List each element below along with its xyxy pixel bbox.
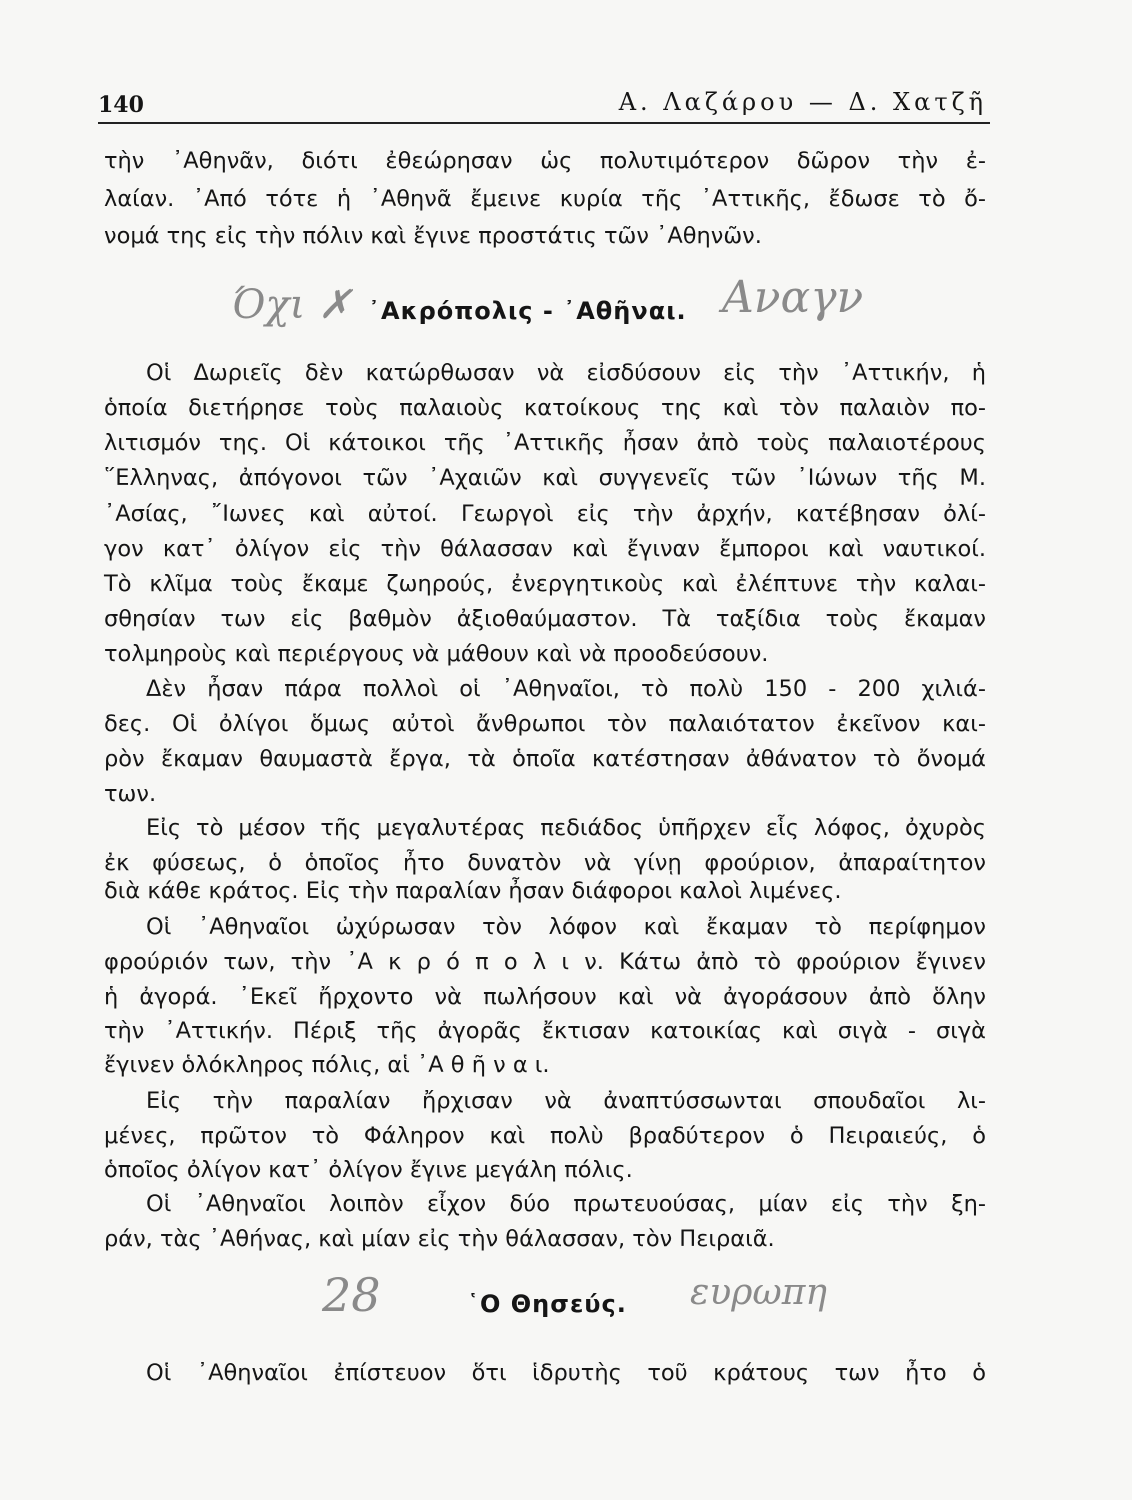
- handwritten-annotation-left: 28: [322, 1268, 381, 1322]
- text-line: τολμηροὺς καὶ περιέργους νὰ μάθουν καὶ νὰ προοδεύσουν.: [104, 641, 769, 667]
- text-line: νομά της εἰς τὴν πόλιν καὶ ἔγινε προστάτις τῶν ᾿Αθηνῶν.: [104, 223, 762, 249]
- text-line: ἡ ἀγορά. ᾿Εκεῖ ἤρχοντο νὰ πωλήσουν καὶ νὰ ἀγοράσουν ἀπὸ ὅλην: [104, 984, 986, 1010]
- text-line: Δὲν ἦσαν πάρα πολλοὶ οἱ ᾿Αθηναῖοι, τὸ πολὺ 150 - 200 χιλιά-: [146, 676, 986, 702]
- text-line: ῞Ελληνας, ἀπόγονοι τῶν ᾿Αχαιῶν καὶ συγγενεῖς τῶν ᾿Ιώνων τῆς Μ.: [104, 465, 986, 491]
- text-line: φρούριόν των, τὴν ᾿Α κ ρ ό π ο λ ι ν. Κάτω ἀπὸ τὸ φρούριον ἔγινεν: [104, 949, 986, 975]
- text-line: ἔγινεν ὁλόκληρος πόλις, αἱ ᾿Α θ ῆ ν α ι.: [104, 1052, 550, 1078]
- text-line: τὴν ᾿Αττικήν. Πέριξ τῆς ἀγορᾶς ἔκτισαν κατοικίας καὶ σιγὰ - σιγὰ: [104, 1018, 986, 1044]
- handwritten-annotation-right: Αναγν: [722, 272, 864, 323]
- text-line: λαίαν. ᾿Από τότε ἡ ᾿Αθηνᾶ ἔμεινε κυρία τῆς ᾿Αττικῆς, ἔδωσε τὸ ὄ-: [104, 186, 986, 212]
- handwritten-annotation-left: Όχι ✗: [232, 282, 352, 328]
- text-line: λιτισμόν της. Οἱ κάτοικοι τῆς ᾿Αττικῆς ἦσαν ἀπὸ τοὺς παλαιοτέρους: [104, 430, 986, 456]
- text-line: γον κατ᾿ ὀλίγον εἰς τὴν θάλασσαν καὶ ἔγιναν ἔμποροι καὶ ναυτικοί.: [104, 536, 986, 562]
- text-line: σθησίαν των εἰς βαθμὸν ἀξιοθαύμαστον. Τὰ ταξίδια τοὺς ἔκαμαν: [104, 606, 986, 632]
- text-line: Οἱ ᾿Αθηναῖοι ἐπίστευον ὅτι ἱδρυτὴς τοῦ κράτους των ἦτο ὁ: [146, 1360, 986, 1386]
- text-line: Οἱ ᾿Αθηναῖοι ὠχύρωσαν τὸν λόφον καὶ ἔκαμαν τὸ περίφημον: [146, 914, 986, 940]
- running-head: Α. Λαζάρου — Δ. Χατζῆ: [618, 88, 987, 116]
- text-line: Εἰς τὸ μέσον τῆς μεγαλυτέρας πεδιάδος ὑπῆρχεν εἷς λόφος, ὀχυρὸς: [146, 815, 986, 841]
- text-line: μένες, πρῶτον τὸ Φάληρον καὶ πολὺ βραδύτερον ὁ Πειραιεύς, ὁ: [104, 1123, 986, 1149]
- section-heading-acropolis: ᾿Ακρόπολις - ᾿Αθῆναι.: [368, 297, 687, 325]
- text-line: ράν, τὰς ᾿Αθήνας, καὶ μίαν εἰς τὴν θάλασσαν, τὸν Πειραιᾶ.: [104, 1226, 775, 1252]
- text-line: δες. Οἱ ὀλίγοι ὅμως αὐτοὶ ἄνθρωποι τὸν παλαιότατον ἐκεῖνον και-: [104, 711, 986, 737]
- handwritten-annotation-right: ευρωπη: [690, 1272, 827, 1313]
- header-rule: [98, 122, 990, 124]
- section-heading-theseus: ῾Ο Θησεύς.: [467, 1290, 627, 1318]
- text-line: ᾿Ασίας, ῎Ιωνες καὶ αὐτοί. Γεωργοὶ εἰς τὴν ἀρχήν, κατέβησαν ὀλί-: [104, 501, 986, 527]
- text-line: διὰ κάθε κράτος. Εἰς τὴν παραλίαν ἦσαν διάφοροι καλοὶ λιμένες.: [104, 878, 842, 904]
- page-number: 140: [98, 92, 144, 118]
- text-line: τὴν ᾿Αθηνᾶν, διότι ἐθεώρησαν ὡς πολυτιμότερον δῶρον τὴν ἐ-: [104, 148, 986, 174]
- text-line: ρὸν ἔκαμαν θαυμαστὰ ἔργα, τὰ ὁποῖα κατέστησαν ἀθάνατον τὸ ὄνομά: [104, 746, 986, 772]
- text-line: Τὸ κλῖμα τοὺς ἔκαμε ζωηρούς, ἐνεργητικοὺς καὶ ἐλέπτυνε τὴν καλαι-: [104, 571, 986, 597]
- text-line: ὁποία διετήρησε τοὺς παλαιοὺς κατοίκους της καὶ τὸν παλαιὸν πο-: [104, 395, 986, 421]
- text-line: Οἱ Δωριεῖς δὲν κατώρθωσαν νὰ εἰσδύσουν εἰς τὴν ᾿Αττικήν, ἡ: [146, 360, 986, 386]
- text-line: Εἰς τὴν παραλίαν ἤρχισαν νὰ ἀναπτύσσωνται σπουδαῖοι λι-: [146, 1088, 986, 1114]
- text-line: των.: [104, 781, 157, 807]
- text-line: ἐκ φύσεως, ὁ ὁποῖος ἦτο δυνατὸν νὰ γίνῃ φρούριον, ἀπαραίτητον: [104, 850, 986, 876]
- text-line: ὁποῖος ὀλίγον κατ᾿ ὀλίγον ἔγινε μεγάλη πόλις.: [104, 1157, 633, 1183]
- text-line: Οἱ ᾿Αθηναῖοι λοιπὸν εἶχον δύο πρωτευούσας, μίαν εἰς τὴν ξη-: [146, 1191, 986, 1217]
